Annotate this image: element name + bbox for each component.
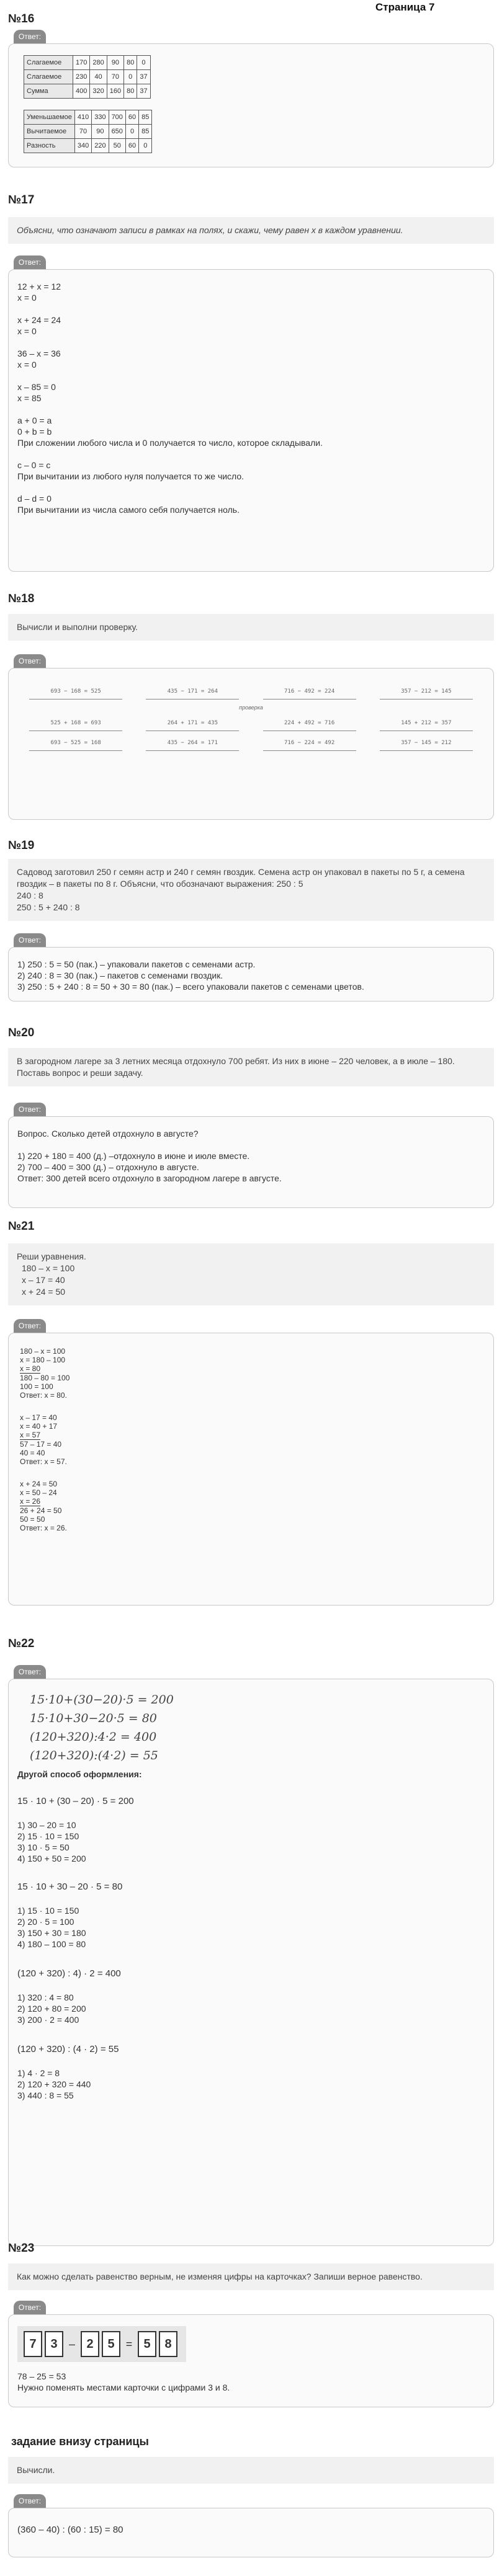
digit-card: 2 <box>81 2331 99 2357</box>
cell: 0 <box>139 139 152 153</box>
solution-line: 57 – 17 = 40 <box>20 1440 62 1449</box>
calc-row <box>17 736 485 751</box>
column-calc: 693 − 525 = 168 <box>29 736 122 751</box>
step-line: 2) 120 + 320 = 440 <box>17 2079 91 2089</box>
answer-tag: Ответ: <box>14 1665 46 1679</box>
task-23-answer <box>8 2314 494 2407</box>
solution-line: 40 = 40 <box>20 1449 45 1457</box>
answer-line: x = 0 <box>17 326 37 336</box>
answer-line: x = 0 <box>17 360 37 370</box>
addition-table <box>24 55 151 99</box>
calc-row <box>17 685 485 700</box>
task-21-number: №21 <box>8 1220 35 1233</box>
answer-line: x = 0 <box>17 293 37 303</box>
task-20-lines <box>17 1128 485 1184</box>
row-label: Сумма <box>24 84 73 99</box>
handwritten-line: 15·10+(30−20)·5 = 200 <box>30 1693 174 1707</box>
answer-tag: Ответ: <box>14 30 46 43</box>
answer-tag: Ответ: <box>14 255 46 269</box>
column-calc: 357 − 145 = 212 <box>380 736 473 751</box>
answer-line: 0 + b = b <box>17 427 52 437</box>
column-calc: 145 + 212 = 357 <box>380 716 473 731</box>
cell: 400 <box>73 84 90 99</box>
cell: 60 <box>125 110 138 125</box>
cell: 60 <box>125 139 138 153</box>
expression-4: (120 + 320) : (4 · 2) = 55 <box>17 2044 119 2054</box>
row-label: Уменьшаемое <box>24 110 75 125</box>
task-20-question: В загородном лагере за 3 летних месяца отдохнуло 700 ребят. Из них в июне – 220 человек, а в июле – 180. Поставь вопрос и реши задачу. <box>8 1048 494 1086</box>
task-22-number: №22 <box>8 1637 35 1650</box>
step-line: 3) 440 : 8 = 55 <box>17 2090 74 2100</box>
answer-line: x = 85 <box>17 393 42 403</box>
equation-solution <box>20 1347 485 1400</box>
answer-tag: Ответ: <box>14 1103 46 1116</box>
cell: 230 <box>73 70 90 84</box>
answer-line: 36 – x = 36 <box>17 349 61 358</box>
task-20-number: №20 <box>8 1026 35 1039</box>
solution-line: Ответ: x = 26. <box>20 1524 67 1532</box>
solution-line: x = 57 <box>20 1431 41 1439</box>
answer-line: a + 0 = a <box>17 415 52 425</box>
task-23-question: Как можно сделать равенство верным, не изменяя цифры на карточках? Запиши верное равенство. <box>8 2263 494 2290</box>
bottom-task-answer <box>8 2508 494 2557</box>
expression-3: 250 : 5 + 240 : 8 <box>17 902 80 912</box>
answer-line: 1) 250 : 5 = 50 (пак.) – упаковали пакетов с семенами астр. <box>17 959 256 969</box>
cell: 220 <box>92 139 109 153</box>
row-label: Вычитаемое <box>24 125 75 139</box>
task-21-answer <box>8 1333 494 1606</box>
cell: 280 <box>90 56 107 70</box>
table-row <box>24 70 151 84</box>
answer-line: При сложении любого числа и 0 получается то число, которое складывали. <box>17 438 323 448</box>
equation-solution <box>20 1413 485 1466</box>
cell: 70 <box>74 125 91 139</box>
step-line: 4) 180 – 100 = 80 <box>17 1939 86 1949</box>
answer-line: 78 – 25 = 53 <box>17 2371 66 2381</box>
solution-line: x = 80 <box>20 1364 41 1373</box>
question-text: Садовод заготовил 250 г семян астр и 240 г семян гвоздик. Семена астр он упаковал в пакеты по 5 г, а семена гвоздик – в пакеты по 8 г. Объясни, что обозначают выражения: 250 : 5 <box>17 867 465 889</box>
step-line: 2) 20 · 5 = 100 <box>17 1917 74 1927</box>
column-calc: 716 − 492 = 224 <box>263 685 356 700</box>
task-23-lines <box>17 2371 485 2393</box>
task-20-answer <box>8 1116 494 1208</box>
cards-row <box>17 2326 186 2362</box>
task-17-number: №17 <box>8 193 35 207</box>
answer-line: 2) 700 – 400 = 300 (д.) – отдохнуло в августе. <box>17 1162 199 1172</box>
bottom-task-question: Вычисли. <box>8 2457 494 2484</box>
task-21-question <box>8 1243 494 1305</box>
expression-3: (120 + 320) : 4) · 2 = 400 <box>17 1968 121 1979</box>
task-16-answer <box>8 43 494 167</box>
solution-line: x – 17 = 40 <box>20 1413 57 1422</box>
equation-3: x + 24 = 50 <box>22 1287 66 1297</box>
answer-tag: Ответ: <box>14 2494 46 2508</box>
solution-line: 50 = 50 <box>20 1515 45 1524</box>
step-line: 1) 320 : 4 = 80 <box>17 1992 74 2002</box>
equation-solution <box>20 1480 485 1532</box>
cell: 90 <box>107 56 123 70</box>
cell: 410 <box>74 110 91 125</box>
cell: 160 <box>107 84 123 99</box>
column-calc: 716 − 224 = 492 <box>263 736 356 751</box>
answer-line <box>17 370 485 381</box>
solution-line: x = 40 + 17 <box>20 1422 58 1431</box>
task-19-number: №19 <box>8 839 35 852</box>
answer-tag: Ответ: <box>14 1319 46 1333</box>
task-21-blocks <box>17 1347 485 1532</box>
answer-line: x – 85 = 0 <box>17 382 56 392</box>
answer-line <box>17 1139 485 1150</box>
answer-line <box>17 482 485 493</box>
row-label: Слагаемое <box>24 56 73 70</box>
cell: 0 <box>137 56 150 70</box>
task-23-number: №23 <box>8 2242 35 2255</box>
cell: 320 <box>90 84 107 99</box>
expression-2: 15 · 10 + 30 – 20 · 5 = 80 <box>17 1881 123 1892</box>
task-18-columns <box>17 685 485 751</box>
cell: 340 <box>74 139 91 153</box>
column-calc: 525 + 168 = 693 <box>29 716 122 731</box>
handwritten-line: 15·10+30−20·5 = 80 <box>30 1712 157 1725</box>
table-row <box>24 56 151 70</box>
steps-3 <box>17 1992 485 2025</box>
cell: 0 <box>125 125 138 139</box>
step-line: 1) 30 – 20 = 10 <box>17 1820 76 1830</box>
cell: 37 <box>137 84 150 99</box>
cell: 90 <box>92 125 109 139</box>
answer-line: При вычитании из числа самого себя получается ноль. <box>17 505 240 515</box>
subtraction-table <box>24 110 152 153</box>
task-17-answer <box>8 269 494 572</box>
answer-line: Ответ: 300 детей всего отдохнуло в загородном лагере в августе. <box>17 1173 282 1183</box>
step-line: 2) 120 + 80 = 200 <box>17 2004 86 2014</box>
answer-tag: Ответ: <box>14 933 46 947</box>
task-19-question <box>8 859 494 921</box>
column-calc: 435 − 264 = 171 <box>146 736 239 751</box>
step-line: 3) 10 · 5 = 50 <box>17 1842 69 1852</box>
table-row <box>24 84 151 99</box>
cell: 50 <box>109 139 125 153</box>
cell: 0 <box>124 70 137 84</box>
step-line: 1) 15 · 10 = 150 <box>17 1906 79 1916</box>
question-text: Реши уравнения. <box>17 1251 86 1261</box>
calc-row <box>17 716 485 731</box>
cell: 170 <box>73 56 90 70</box>
cell: 37 <box>137 70 150 84</box>
answer-line <box>17 448 485 460</box>
bottom-expression: (360 – 40) : (60 : 15) = 80 <box>17 2525 123 2535</box>
digit-card: 3 <box>45 2331 63 2357</box>
column-calc: 693 − 168 = 525 <box>29 685 122 700</box>
handwritten-line: (120+320):(4·2) = 55 <box>30 1749 158 1762</box>
answer-line: При вычитании из любого нуля получается то же число. <box>17 471 244 481</box>
cell: 650 <box>109 125 125 139</box>
cell: 40 <box>90 70 107 84</box>
task-18-answer <box>8 668 494 820</box>
sign-card: = <box>125 2338 133 2350</box>
handwritten-line: (120+320):4·2 = 400 <box>30 1730 157 1744</box>
row-label: Разность <box>24 139 75 153</box>
answer-line: c – 0 = c <box>17 460 51 470</box>
solution-line: Ответ: x = 80. <box>20 1391 67 1400</box>
step-line: 1) 4 · 2 = 8 <box>17 2068 60 2078</box>
answer-line <box>17 303 485 314</box>
answer-line: x + 24 = 24 <box>17 315 61 325</box>
answer-line <box>17 337 485 348</box>
row-label: Слагаемое <box>24 70 73 84</box>
answer-line: 2) 240 : 8 = 30 (пак.) – пакетов с семенами гвоздик. <box>17 970 223 980</box>
column-calc: 435 − 171 = 264 <box>146 685 239 700</box>
solution-line: 180 – 80 = 100 <box>20 1374 70 1382</box>
solution-line: 26 + 24 = 50 <box>20 1506 62 1515</box>
task-19-answer <box>8 947 494 1002</box>
answer-line: d – d = 0 <box>17 494 52 504</box>
table-row <box>24 110 152 125</box>
cell: 330 <box>92 110 109 125</box>
column-calc: 264 + 171 = 435 <box>146 716 239 731</box>
step-line: 4) 150 + 50 = 200 <box>17 1854 86 1863</box>
answer-tag: Ответ: <box>14 2301 46 2314</box>
bottom-task-title: задание внизу страницы <box>11 2435 149 2448</box>
check-label: проверка <box>239 704 263 711</box>
task-19-lines <box>17 959 485 992</box>
table-row <box>24 139 152 153</box>
digit-card: 8 <box>159 2331 177 2357</box>
equation-1: 180 – x = 100 <box>22 1263 75 1273</box>
answer-line: 1) 220 + 180 = 400 (д.) –отдохнуло в июне и июле вместе. <box>17 1151 250 1161</box>
solution-line: x = 180 – 100 <box>20 1356 66 1364</box>
task-18-question: Вычисли и выполни проверку. <box>8 614 494 641</box>
answer-line: Вопрос. Сколько детей отдохнуло в августе? <box>17 1129 199 1139</box>
answer-line: Нужно поменять местами карточки с цифрами 3 и 8. <box>17 2383 230 2392</box>
sign-card: – <box>68 2338 75 2350</box>
cell: 70 <box>107 70 123 84</box>
digit-card: 5 <box>138 2331 156 2357</box>
cell: 700 <box>109 110 125 125</box>
cell: 85 <box>139 125 152 139</box>
handwritten-solution <box>17 1694 485 1761</box>
column-calc: 224 + 492 = 716 <box>263 716 356 731</box>
answer-line: 3) 250 : 5 + 240 : 8 = 50 + 30 = 80 (пак.) – всего упаковали пакетов с семенами цветов. <box>17 982 364 992</box>
step-line: 3) 200 · 2 = 400 <box>17 2015 79 2025</box>
steps-4 <box>17 2067 485 2101</box>
column-calc: 357 − 212 = 145 <box>380 685 473 700</box>
page-label: Страница 7 <box>375 1 435 13</box>
steps-2 <box>17 1905 485 1950</box>
expression-1: 15 · 10 + (30 – 20) · 5 = 200 <box>17 1796 134 1806</box>
digit-card: 7 <box>24 2331 42 2357</box>
solution-line: 180 – x = 100 <box>20 1347 66 1356</box>
equation-2: x – 17 = 40 <box>22 1275 65 1285</box>
solution-line: x = 50 – 24 <box>20 1488 57 1497</box>
task-17-lines <box>17 281 485 515</box>
solution-line: 100 = 100 <box>20 1382 53 1391</box>
expression-2: 240 : 8 <box>17 890 43 900</box>
task-17-question: Объясни, что означают записи в рамках на полях, и скажи, чему равен x в каждом уравнении. <box>8 217 494 244</box>
cell: 80 <box>124 56 137 70</box>
answer-line: 12 + x = 12 <box>17 282 61 291</box>
digit-card: 5 <box>102 2331 120 2357</box>
solution-line: Ответ: x = 57. <box>20 1457 67 1466</box>
answer-tag: Ответ: <box>14 654 46 668</box>
cell: 85 <box>139 110 152 125</box>
step-line: 3) 150 + 30 = 180 <box>17 1928 86 1938</box>
steps-1 <box>17 1819 485 1864</box>
task-22-answer <box>8 1679 494 2246</box>
alt-title: Другой способ оформления: <box>17 1769 142 1779</box>
solution-line: x = 26 <box>20 1497 41 1506</box>
task-18-number: №18 <box>8 592 35 605</box>
solution-line: x + 24 = 50 <box>20 1480 58 1488</box>
step-line: 2) 15 · 10 = 150 <box>17 1831 79 1841</box>
task-16-number: №16 <box>8 12 35 25</box>
table-row <box>24 125 152 139</box>
cell: 80 <box>124 84 137 99</box>
answer-line <box>17 404 485 415</box>
